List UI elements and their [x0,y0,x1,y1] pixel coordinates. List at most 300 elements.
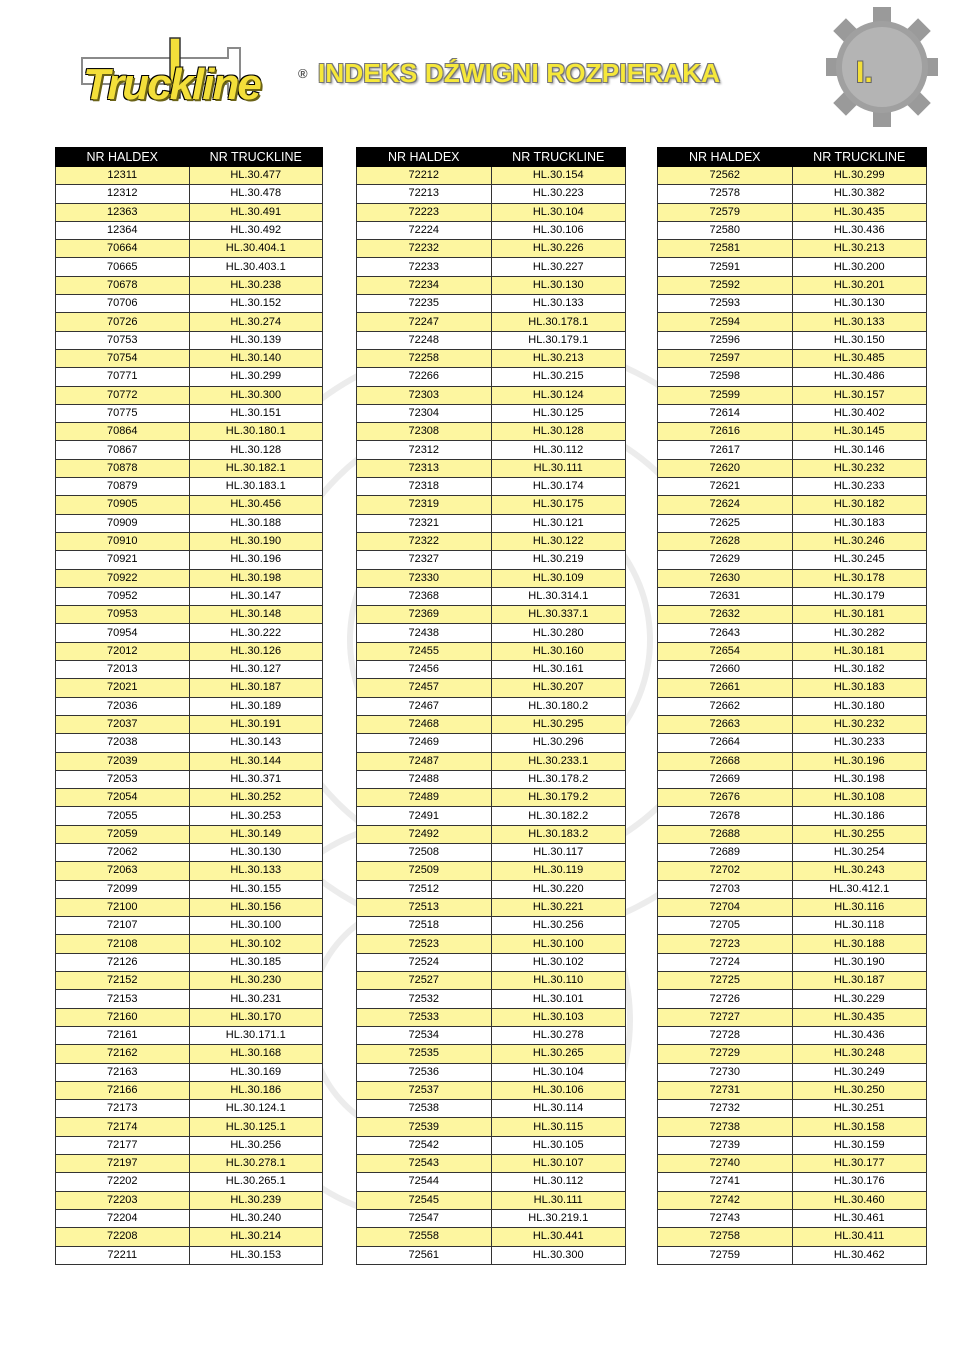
haldex-number-cell: 72739 [658,1136,793,1154]
table-row [357,624,626,642]
truckline-number-cell: HL.30.182 [792,496,927,514]
table-row [658,240,927,258]
haldex-number-cell: 72322 [357,532,492,550]
haldex-number-cell: 72312 [357,441,492,459]
haldex-number-cell: 72313 [357,459,492,477]
truckline-number-cell: HL.30.299 [792,167,927,185]
haldex-number-cell: 70953 [56,606,190,624]
table-row [56,752,323,770]
haldex-number-cell: 70706 [56,295,190,313]
table-row [56,313,323,331]
truckline-number-cell: HL.30.188 [792,935,927,953]
haldex-number-cell: 72369 [357,606,492,624]
table-row [56,295,323,313]
haldex-number-cell: 72533 [357,1008,492,1026]
table-row [56,679,323,697]
table-row [658,1100,927,1118]
haldex-number-cell: 70878 [56,459,190,477]
truckline-number-cell: HL.30.128 [491,423,626,441]
haldex-number-cell: 72036 [56,697,190,715]
table-row [658,1026,927,1044]
table-row [357,898,626,916]
truckline-number-cell: HL.30.176 [792,1173,927,1191]
truckline-number-cell: HL.30.221 [491,898,626,916]
column-header-haldex: NR HALDEX [56,148,190,167]
table-row [56,1136,323,1154]
truckline-number-cell: HL.30.255 [792,825,927,843]
haldex-number-cell: 72212 [357,167,492,185]
truckline-number-cell: HL.30.186 [189,1081,323,1099]
table-row [56,1155,323,1173]
truckline-number-cell: HL.30.105 [491,1136,626,1154]
truckline-number-cell: HL.30.111 [491,1191,626,1209]
table-row [56,917,323,935]
table-row [658,496,927,514]
haldex-number-cell: 72743 [658,1209,793,1227]
haldex-number-cell: 72108 [56,935,190,953]
haldex-number-cell: 72126 [56,953,190,971]
registered-mark: ® [298,66,308,81]
haldex-number-cell: 72527 [357,972,492,990]
truckline-number-cell: HL.30.412.1 [792,880,927,898]
haldex-number-cell: 72438 [357,624,492,642]
table-row [357,825,626,843]
table-row [56,953,323,971]
haldex-number-cell: 70771 [56,368,190,386]
truckline-number-cell: HL.30.233 [792,478,927,496]
column-header-haldex: NR HALDEX [357,148,492,167]
haldex-number-cell: 72545 [357,1191,492,1209]
truckline-number-cell: HL.30.249 [792,1063,927,1081]
table-row [658,972,927,990]
truckline-number-cell: HL.30.491 [189,203,323,221]
truckline-number-cell: HL.30.441 [491,1228,626,1246]
truckline-number-cell: HL.30.231 [189,990,323,1008]
table-row [56,478,323,496]
haldex-number-cell: 70665 [56,258,190,276]
table-row [357,697,626,715]
haldex-number-cell: 72488 [357,770,492,788]
truckline-number-cell: HL.30.190 [792,953,927,971]
truckline-number-cell: HL.30.238 [189,276,323,294]
truckline-number-cell: HL.30.112 [491,1173,626,1191]
table-row [658,1136,927,1154]
table-row [56,514,323,532]
table-row [56,167,323,185]
haldex-number-cell: 72513 [357,898,492,916]
table-row [658,551,927,569]
haldex-number-cell: 70922 [56,569,190,587]
table-row [357,203,626,221]
haldex-number-cell: 72021 [56,679,190,697]
truckline-number-cell: HL.30.130 [792,295,927,313]
haldex-number-cell: 72629 [658,551,793,569]
haldex-number-cell: 72561 [357,1246,492,1264]
haldex-number-cell: 72204 [56,1209,190,1227]
table-row [658,1118,927,1136]
table-row [658,679,927,697]
haldex-number-cell: 72213 [357,185,492,203]
haldex-number-cell: 72729 [658,1045,793,1063]
haldex-number-cell: 72668 [658,752,793,770]
truckline-number-cell: HL.30.102 [491,953,626,971]
haldex-number-cell: 72063 [56,862,190,880]
haldex-number-cell: 72616 [658,423,793,441]
haldex-number-cell: 70952 [56,587,190,605]
table-row [357,1191,626,1209]
truckline-number-cell: HL.30.112 [491,441,626,459]
haldex-number-cell: 72174 [56,1118,190,1136]
truckline-number-cell: HL.30.462 [792,1246,927,1264]
truckline-number-cell: HL.30.125.1 [189,1118,323,1136]
haldex-number-cell: 70864 [56,423,190,441]
haldex-number-cell: 70754 [56,349,190,367]
haldex-number-cell: 12363 [56,203,190,221]
haldex-number-cell: 72318 [357,478,492,496]
table-row [357,917,626,935]
table-row [56,1063,323,1081]
truckline-number-cell: HL.30.274 [189,313,323,331]
table-row [56,661,323,679]
truckline-number-cell: HL.30.250 [792,1081,927,1099]
table-row [658,789,927,807]
table-row [357,221,626,239]
haldex-number-cell: 72100 [56,898,190,916]
haldex-number-cell: 72059 [56,825,190,843]
truckline-number-cell: HL.30.187 [792,972,927,990]
table-row [56,898,323,916]
table-row [658,642,927,660]
haldex-number-cell: 72664 [658,734,793,752]
truckline-number-cell: HL.30.201 [792,276,927,294]
table-row [56,258,323,276]
truckline-number-cell: HL.30.219.1 [491,1209,626,1227]
truckline-number-cell: HL.30.153 [189,1246,323,1264]
truckline-number-cell: HL.30.198 [189,569,323,587]
truckline-number-cell: HL.30.106 [491,221,626,239]
table-row [357,770,626,788]
table-row [357,807,626,825]
truckline-number-cell: HL.30.251 [792,1100,927,1118]
haldex-number-cell: 72628 [658,532,793,550]
truckline-number-cell: HL.30.181 [792,642,927,660]
truckline-number-cell: HL.30.160 [491,642,626,660]
truckline-number-cell: HL.30.477 [189,167,323,185]
table-row [56,990,323,1008]
haldex-number-cell: 72703 [658,880,793,898]
truckline-number-cell: HL.30.179 [792,587,927,605]
table-row [658,1209,927,1227]
table-row [56,807,323,825]
table-row [658,1191,927,1209]
table-row [658,587,927,605]
truckline-number-cell: HL.30.144 [189,752,323,770]
truckline-number-cell: HL.30.190 [189,532,323,550]
table-row [56,734,323,752]
haldex-number-cell: 72321 [357,514,492,532]
truckline-number-cell: HL.30.486 [792,368,927,386]
haldex-number-cell: 72038 [56,734,190,752]
table-row [56,697,323,715]
truckline-number-cell: HL.30.245 [792,551,927,569]
truckline-number-cell: HL.30.180 [792,697,927,715]
haldex-number-cell: 72248 [357,331,492,349]
truckline-number-cell: HL.30.118 [792,917,927,935]
truckline-number-cell: HL.30.233 [792,734,927,752]
haldex-number-cell: 70664 [56,240,190,258]
truckline-number-cell: HL.30.178 [792,569,927,587]
table-row [357,715,626,733]
truckline-number-cell: HL.30.186 [792,807,927,825]
table-row [357,1136,626,1154]
haldex-number-cell: 72591 [658,258,793,276]
table-row [357,423,626,441]
truckline-number-cell: HL.30.102 [189,935,323,953]
table-row [658,1045,927,1063]
table-row [56,843,323,861]
truckline-number-cell: HL.30.188 [189,514,323,532]
haldex-number-cell: 72547 [357,1209,492,1227]
haldex-number-cell: 70867 [56,441,190,459]
truckline-number-cell: HL.30.182.2 [491,807,626,825]
haldex-number-cell: 70879 [56,478,190,496]
haldex-number-cell: 72732 [658,1100,793,1118]
haldex-number-cell: 72203 [56,1191,190,1209]
table-row [658,423,927,441]
table-row [357,972,626,990]
truckline-number-cell: HL.30.151 [189,404,323,422]
table-row [56,1008,323,1026]
table-row [658,715,927,733]
table-row [658,532,927,550]
truckline-number-cell: HL.30.101 [491,990,626,1008]
table-row [658,1228,927,1246]
truckline-number-cell: HL.30.278 [491,1026,626,1044]
haldex-number-cell: 72055 [56,807,190,825]
haldex-number-cell: 72643 [658,624,793,642]
table-row [658,1173,927,1191]
haldex-number-cell: 72233 [357,258,492,276]
table-row [658,368,927,386]
haldex-number-cell: 12311 [56,167,190,185]
haldex-number-cell: 72457 [357,679,492,697]
truckline-number-cell: HL.30.278.1 [189,1155,323,1173]
haldex-number-cell: 72702 [658,862,793,880]
haldex-number-cell: 72726 [658,990,793,1008]
truckline-number-cell: HL.30.158 [792,1118,927,1136]
truckline-number-cell: HL.30.130 [491,276,626,294]
haldex-number-cell: 72558 [357,1228,492,1246]
haldex-number-cell: 72678 [658,807,793,825]
haldex-number-cell: 72731 [658,1081,793,1099]
haldex-number-cell: 72232 [357,240,492,258]
haldex-number-cell: 72037 [56,715,190,733]
haldex-number-cell: 72509 [357,862,492,880]
haldex-number-cell: 72467 [357,697,492,715]
haldex-number-cell: 72724 [658,953,793,971]
table-row [357,1045,626,1063]
table-row [56,276,323,294]
truckline-number-cell: HL.30.382 [792,185,927,203]
table-row [56,496,323,514]
truckline-number-cell: HL.30.143 [189,734,323,752]
table-row [357,642,626,660]
truckline-number-cell: HL.30.222 [189,624,323,642]
truckline-number-cell: HL.30.253 [189,807,323,825]
table-row [56,789,323,807]
table-row [56,221,323,239]
truckline-number-cell: HL.30.107 [491,1155,626,1173]
truckline-number-cell: HL.30.198 [792,770,927,788]
haldex-number-cell: 72630 [658,569,793,587]
table-row [658,880,927,898]
truckline-number-cell: HL.30.122 [491,532,626,550]
haldex-number-cell: 72725 [658,972,793,990]
truckline-number-cell: HL.30.106 [491,1081,626,1099]
truckline-number-cell: HL.30.411 [792,1228,927,1246]
table-row [658,295,927,313]
haldex-number-cell: 72455 [357,642,492,660]
truckline-number-cell: HL.30.127 [189,661,323,679]
haldex-number-cell: 72468 [357,715,492,733]
haldex-number-cell: 72594 [658,313,793,331]
table-row [56,1045,323,1063]
haldex-number-cell: 72535 [357,1045,492,1063]
truckline-number-cell: HL.30.223 [491,185,626,203]
truckline-number-cell: HL.30.435 [792,1008,927,1026]
table-row [56,1228,323,1246]
haldex-number-cell: 72152 [56,972,190,990]
haldex-number-cell: 72676 [658,789,793,807]
table-row [357,514,626,532]
truckline-number-cell: HL.30.254 [792,843,927,861]
truckline-number-cell: HL.30.232 [792,459,927,477]
haldex-number-cell: 72538 [357,1100,492,1118]
table-row [658,935,927,953]
haldex-number-cell: 72523 [357,935,492,953]
truckline-number-cell: HL.30.207 [491,679,626,697]
haldex-number-cell: 72669 [658,770,793,788]
haldex-number-cell: 72258 [357,349,492,367]
table-row [56,532,323,550]
table-row [658,770,927,788]
truckline-number-cell: HL.30.177 [792,1155,927,1173]
table-row [357,990,626,1008]
table-row [658,1081,927,1099]
truckline-number-cell: HL.30.371 [189,770,323,788]
truckline-number-cell: HL.30.460 [792,1191,927,1209]
table-row [357,404,626,422]
truckline-number-cell: HL.30.246 [792,532,927,550]
table-row [56,423,323,441]
truckline-number-cell: HL.30.213 [491,349,626,367]
table-row [357,313,626,331]
haldex-number-cell: 72330 [357,569,492,587]
truckline-number-cell: HL.30.128 [189,441,323,459]
haldex-number-cell: 72161 [56,1026,190,1044]
haldex-number-cell: 72738 [658,1118,793,1136]
table-row [658,1155,927,1173]
haldex-number-cell: 72013 [56,661,190,679]
table-row [56,551,323,569]
truckline-number-cell: HL.30.100 [189,917,323,935]
truckline-number-cell: HL.30.402 [792,404,927,422]
page-title: INDEKS DŹWIGNI ROZPIERAKA [318,58,721,88]
table-row [357,1173,626,1191]
table-row [357,569,626,587]
truckline-number-cell: HL.30.179.2 [491,789,626,807]
table-row [357,935,626,953]
truckline-number-cell: HL.30.256 [491,917,626,935]
index-table-3 [657,147,927,1265]
table-row [357,349,626,367]
haldex-number-cell: 72524 [357,953,492,971]
haldex-number-cell: 72537 [357,1081,492,1099]
truckline-number-cell: HL.30.168 [189,1045,323,1063]
table-row [357,1063,626,1081]
truckline-number-cell: HL.30.126 [189,642,323,660]
haldex-number-cell: 72593 [658,295,793,313]
truckline-number-cell: HL.30.124 [491,386,626,404]
column-header-truckline: NR TRUCKLINE [491,148,626,167]
haldex-number-cell: 72469 [357,734,492,752]
table-row [658,404,927,422]
truckline-number-cell: HL.30.461 [792,1209,927,1227]
haldex-number-cell: 72598 [658,368,793,386]
table-row [357,386,626,404]
table-row [357,1026,626,1044]
haldex-number-cell: 72208 [56,1228,190,1246]
truckline-number-cell: HL.30.133 [189,862,323,880]
table-row [357,331,626,349]
haldex-number-cell: 72741 [658,1173,793,1191]
haldex-number-cell: 72661 [658,679,793,697]
truckline-number-cell: HL.30.171.1 [189,1026,323,1044]
haldex-number-cell: 72177 [56,1136,190,1154]
truckline-number-cell: HL.30.403.1 [189,258,323,276]
haldex-number-cell: 72727 [658,1008,793,1026]
table-row [658,276,927,294]
truckline-number-cell: HL.30.478 [189,185,323,203]
table-row [56,1209,323,1227]
truckline-number-cell: HL.30.239 [189,1191,323,1209]
haldex-number-cell: 70954 [56,624,190,642]
truckline-number-cell: HL.30.265.1 [189,1173,323,1191]
table-row [658,167,927,185]
truckline-number-cell: HL.30.282 [792,624,927,642]
table-row [56,825,323,843]
table-row [357,368,626,386]
haldex-number-cell: 72012 [56,642,190,660]
truckline-number-cell: HL.30.191 [189,715,323,733]
haldex-number-cell: 72539 [357,1118,492,1136]
table-row [56,386,323,404]
haldex-number-cell: 72758 [658,1228,793,1246]
truckline-number-cell: HL.30.159 [792,1136,927,1154]
haldex-number-cell: 72544 [357,1173,492,1191]
table-row [56,331,323,349]
haldex-number-cell: 72153 [56,990,190,1008]
table-row [357,532,626,550]
table-row [658,349,927,367]
haldex-number-cell: 72562 [658,167,793,185]
haldex-number-cell: 72660 [658,661,793,679]
table-row [357,258,626,276]
truckline-number-cell: HL.30.152 [189,295,323,313]
table-row [56,770,323,788]
truckline-number-cell: HL.30.300 [491,1246,626,1264]
truckline-number-cell: HL.30.243 [792,862,927,880]
